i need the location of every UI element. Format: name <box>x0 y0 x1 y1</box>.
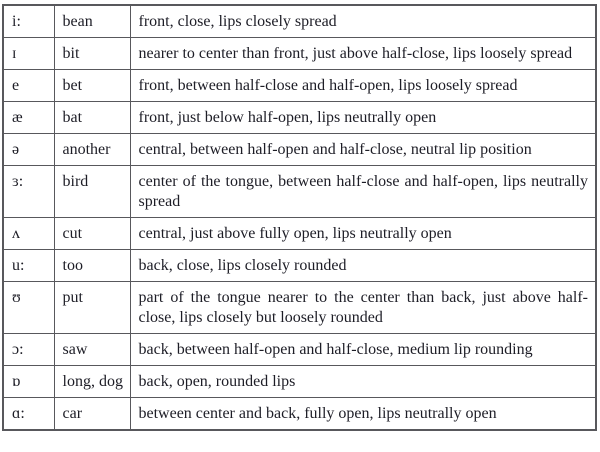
description-cell: back, open, rounded lips <box>130 366 596 398</box>
vowel-pronunciation-table <box>2 4 597 431</box>
phonetic-symbol-cell: i: <box>3 5 54 38</box>
table-row <box>3 398 596 431</box>
phonetic-symbol-cell: ə <box>3 134 54 166</box>
table-row <box>3 366 596 398</box>
example-word-cell: another <box>54 134 130 166</box>
description-cell: central, just above fully open, lips neutrally open <box>130 218 596 250</box>
table-row <box>3 166 596 218</box>
example-word-cell: too <box>54 250 130 282</box>
table-row <box>3 334 596 366</box>
example-word-cell: bat <box>54 102 130 134</box>
description-cell: back, close, lips closely rounded <box>130 250 596 282</box>
description-cell: front, between half-close and half-open, lips loosely spread <box>130 70 596 102</box>
example-word-cell: long, dog <box>54 366 130 398</box>
table-row <box>3 102 596 134</box>
phonetic-symbol-cell: ʊ <box>3 282 54 334</box>
description-cell: nearer to center than front, just above half-close, lips loosely spread <box>130 38 596 70</box>
description-cell: front, close, lips closely spread <box>130 5 596 38</box>
table-row <box>3 5 596 38</box>
description-cell: between center and back, fully open, lips neutrally open <box>130 398 596 431</box>
phonetic-symbol-cell: u: <box>3 250 54 282</box>
phonetic-symbol-cell: ɑ: <box>3 398 54 431</box>
example-word-cell: bit <box>54 38 130 70</box>
table-row <box>3 134 596 166</box>
table-row <box>3 70 596 102</box>
description-cell: central, between half-open and half-close, neutral lip position <box>130 134 596 166</box>
description-cell: center of the tongue, between half-close and half-open, lips neutrally spread <box>130 166 596 218</box>
example-word-cell: put <box>54 282 130 334</box>
example-word-cell: bird <box>54 166 130 218</box>
description-cell: front, just below half-open, lips neutrally open <box>130 102 596 134</box>
table-row <box>3 282 596 334</box>
phonetic-symbol-cell: ɒ <box>3 366 54 398</box>
example-word-cell: bet <box>54 70 130 102</box>
phonetic-symbol-cell: e <box>3 70 54 102</box>
table-row <box>3 250 596 282</box>
example-word-cell: car <box>54 398 130 431</box>
table-row <box>3 38 596 70</box>
phonetic-symbol-cell: ɔ: <box>3 334 54 366</box>
description-cell: part of the tongue nearer to the center than back, just above half-close, lips closely but loosely rounded <box>130 282 596 334</box>
phonetic-symbol-cell: ɜ: <box>3 166 54 218</box>
description-cell: back, between half-open and half-close, medium lip rounding <box>130 334 596 366</box>
phonetic-symbol-cell: ɪ <box>3 38 54 70</box>
example-word-cell: saw <box>54 334 130 366</box>
example-word-cell: bean <box>54 5 130 38</box>
table-row <box>3 218 596 250</box>
phonetic-symbol-cell: ʌ <box>3 218 54 250</box>
example-word-cell: cut <box>54 218 130 250</box>
phonetic-symbol-cell: æ <box>3 102 54 134</box>
vowel-table-body <box>3 5 596 430</box>
